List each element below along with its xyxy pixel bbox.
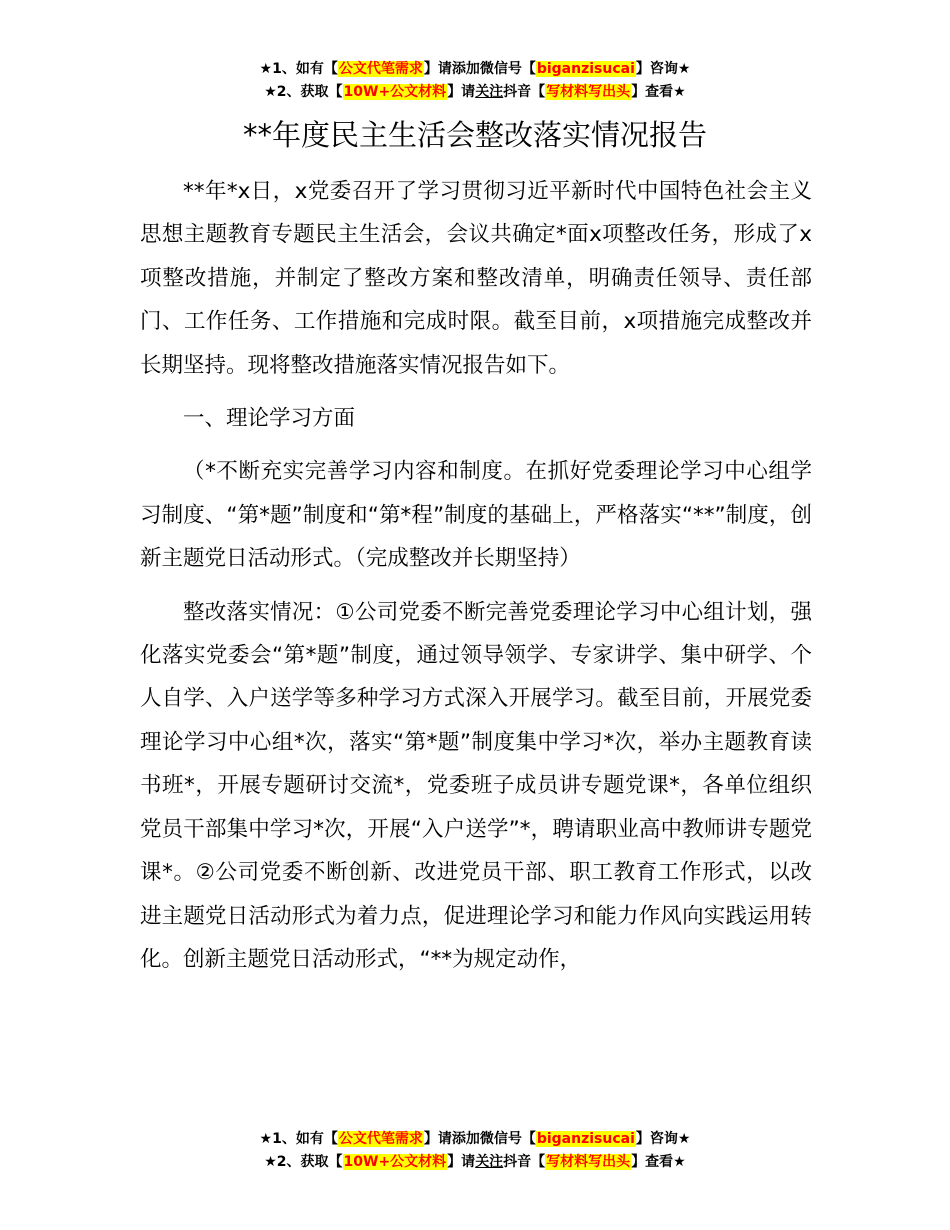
banner-text: 】咨询★ — [635, 61, 691, 77]
banner-text: 】请 — [423, 61, 452, 77]
banner-text: 】查看★ — [631, 84, 686, 100]
footer-banner — [0, 1128, 950, 1174]
banner-text: 】咨询★ — [635, 1131, 691, 1147]
rectification-item: （*不断充实完善学习内容和制度。在抓好党委理论学习中心组学习制度、“第*题”制度和“第*程”制度的基础上，严格落实“**”制度，创新主题党日活动形式。（完成整改并长期坚持） — [140, 459, 812, 572]
banner-emphasis: 关注 — [475, 84, 504, 100]
banner-highlight: 公文代笔需求 — [338, 1131, 423, 1147]
banner-highlight: 写材料写出头 — [546, 84, 631, 100]
banner-line-2 — [0, 1151, 950, 1174]
banner-text: ★2、获取【 — [264, 1154, 343, 1170]
banner-emphasis: 关注 — [475, 1154, 504, 1170]
banner-highlight: 写材料写出头 — [546, 1154, 631, 1170]
banner-line-1 — [0, 1128, 950, 1151]
banner-text: 】请 — [447, 84, 476, 100]
banner-highlight: biganzisucai — [536, 61, 635, 77]
document-title: **年度民主生活会整改落实情况报告 — [242, 118, 707, 152]
banner-text: 抖音【 — [503, 84, 546, 100]
banner-text: ★1、如有【 — [259, 1131, 338, 1147]
document-body — [140, 170, 812, 981]
banner-highlight: 公文代笔需求 — [338, 61, 423, 77]
banner-text: 微信号【 — [479, 61, 536, 77]
intro-paragraph: **年*x日，x党委召开了学习贯彻习近平新时代中国特色社会主义思想主题教育专题民主生活会，会议共确定*面x项整改任务，形成了x项整改措施，并制定了整改方案和整改清单，明确责任领导、责任部门、工作任务、工作措施和完成时限。截至目前，x项措施完成整改并长期坚持。现将整改措施落实情况报告如下。 — [140, 179, 812, 378]
banner-text: 微信号【 — [479, 1131, 536, 1147]
banner-emphasis: 添加 — [451, 61, 480, 77]
banner-line-2 — [0, 81, 950, 104]
banner-text: ★1、如有【 — [259, 61, 338, 77]
banner-text: 】请 — [447, 1154, 476, 1170]
section-heading: 一、理论学习方面 — [183, 406, 356, 432]
progress-paragraph: 整改落实情况：①公司党委不断完善党委理论学习中心组计划，强化落实党委会“第*题”制度，通过领导领学、专家讲学、集中研学、个人自学、入户送学等多种学习方式深入开展学习。截至目前，开展党委理论学习中心组*次，落实“第*题”制度集中学习*次，举办主题教育读书班*，开展专题研讨交流*，党委班子成员讲专题党课*，各单位组织党员干部集中学习*次，开展“入户送学”*，聘请职业高中教师讲专题党课*。②公司党委不断创新、改进党员干部、职工教育工作形式，以改进主题党日活动形式为着力点，促进理论学习和能力作风向实践运用转化。创新主题党日活动形式，“**为规定动作， — [140, 599, 812, 972]
banner-text: 】查看★ — [631, 1154, 686, 1170]
banner-highlight: 10W+公文材料 — [343, 1154, 447, 1170]
banner-highlight: biganzisucai — [536, 1131, 635, 1147]
banner-text: 】请 — [423, 1131, 452, 1147]
banner-highlight: 10W+公文材料 — [343, 84, 447, 100]
banner-line-1 — [0, 58, 950, 81]
header-banner — [0, 58, 950, 104]
banner-text: ★2、获取【 — [264, 84, 343, 100]
banner-emphasis: 添加 — [451, 1131, 480, 1147]
banner-text: 抖音【 — [503, 1154, 546, 1170]
